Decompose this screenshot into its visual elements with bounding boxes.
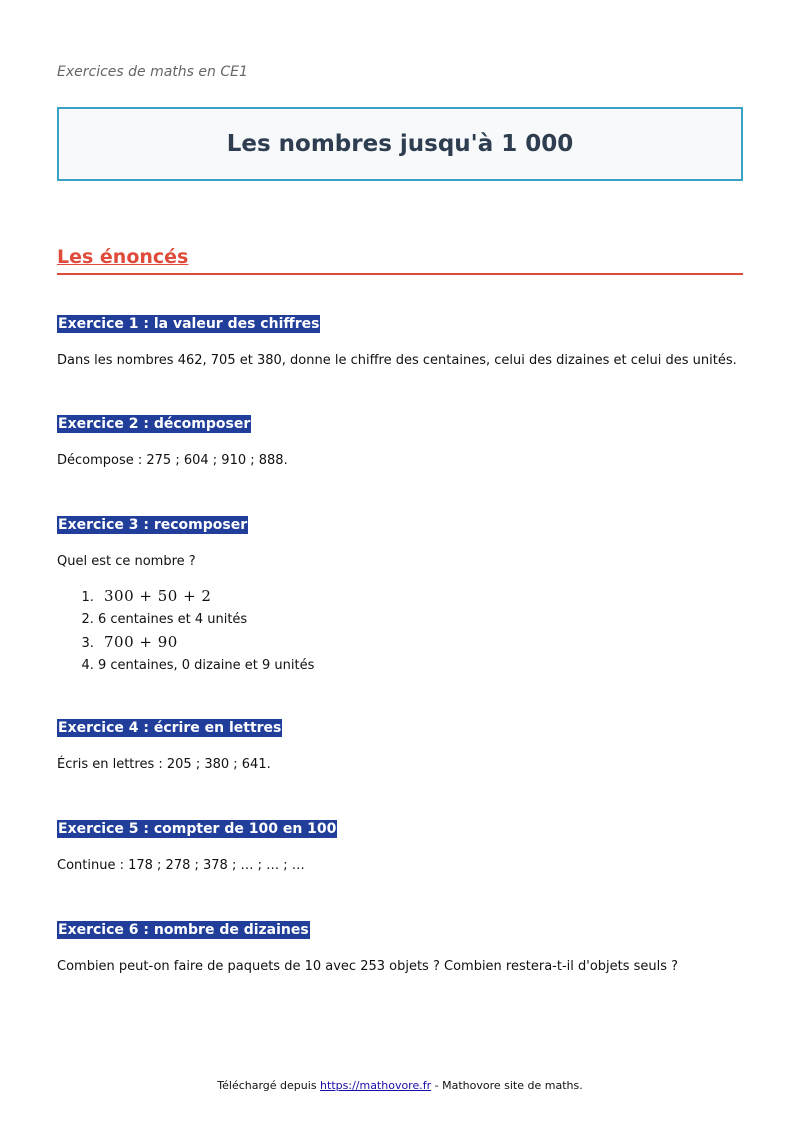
document-subtitle: Exercices de maths en CE1 (57, 64, 248, 80)
section-heading-label: Les énoncés (57, 246, 189, 268)
exercise-4-text: Écris en lettres : 205 ; 380 ; 641. (57, 757, 271, 772)
footer-suffix: - Mathovore site de maths. (431, 1079, 583, 1092)
list-item: 2. 6 centaines et 4 unités (98, 609, 743, 631)
list-item: 4. 9 centaines, 0 dizaine et 9 unités (98, 655, 743, 677)
exercise-3 (57, 514, 743, 677)
section-heading (57, 246, 743, 275)
list-item (98, 631, 743, 655)
math-expression: 300 + 50 + 2 (104, 587, 212, 605)
exercise-6-text: Combien peut-on faire de paquets de 10 avec 253 objets ? Combien restera-t-il d'objets seuls ? (57, 959, 679, 974)
exercise-1 (57, 313, 743, 370)
list-item (98, 585, 743, 609)
exercise-1-title: Exercice 1 : la valeur des chiffres (58, 316, 320, 332)
exercise-6-title: Exercice 6 : nombre de dizaines (58, 922, 309, 938)
title-box (57, 107, 743, 181)
footer-link[interactable]: https://mathovore.fr (320, 1079, 432, 1092)
exercise-3-title: Exercice 3 : recomposer (58, 517, 248, 533)
exercise-4 (57, 717, 743, 774)
page-title: Les nombres jusqu'à 1 000 (226, 131, 574, 157)
math-expression: 700 + 90 (104, 633, 178, 651)
exercise-5-text: Continue : 178 ; 278 ; 378 ; … ; … ; … (57, 858, 305, 873)
exercise-2-text: Décompose : 275 ; 604 ; 910 ; 888. (57, 453, 288, 468)
page-footer (0, 1079, 800, 1092)
exercise-4-title: Exercice 4 : écrire en lettres (58, 720, 282, 736)
exercise-3-text: Quel est ce nombre ? (57, 554, 196, 569)
exercise-5-title: Exercice 5 : compter de 100 en 100 (58, 821, 337, 837)
exercise-3-list (57, 585, 743, 677)
exercise-1-text: Dans les nombres 462, 705 et 380, donne le chiffre des centaines, celui des dizaines et celui des unités. (57, 353, 737, 368)
exercise-2-title: Exercice 2 : décomposer (58, 416, 251, 432)
exercise-2 (57, 413, 743, 470)
exercise-6 (57, 919, 743, 976)
footer-prefix: Téléchargé depuis (217, 1079, 321, 1092)
exercise-5 (57, 818, 743, 875)
